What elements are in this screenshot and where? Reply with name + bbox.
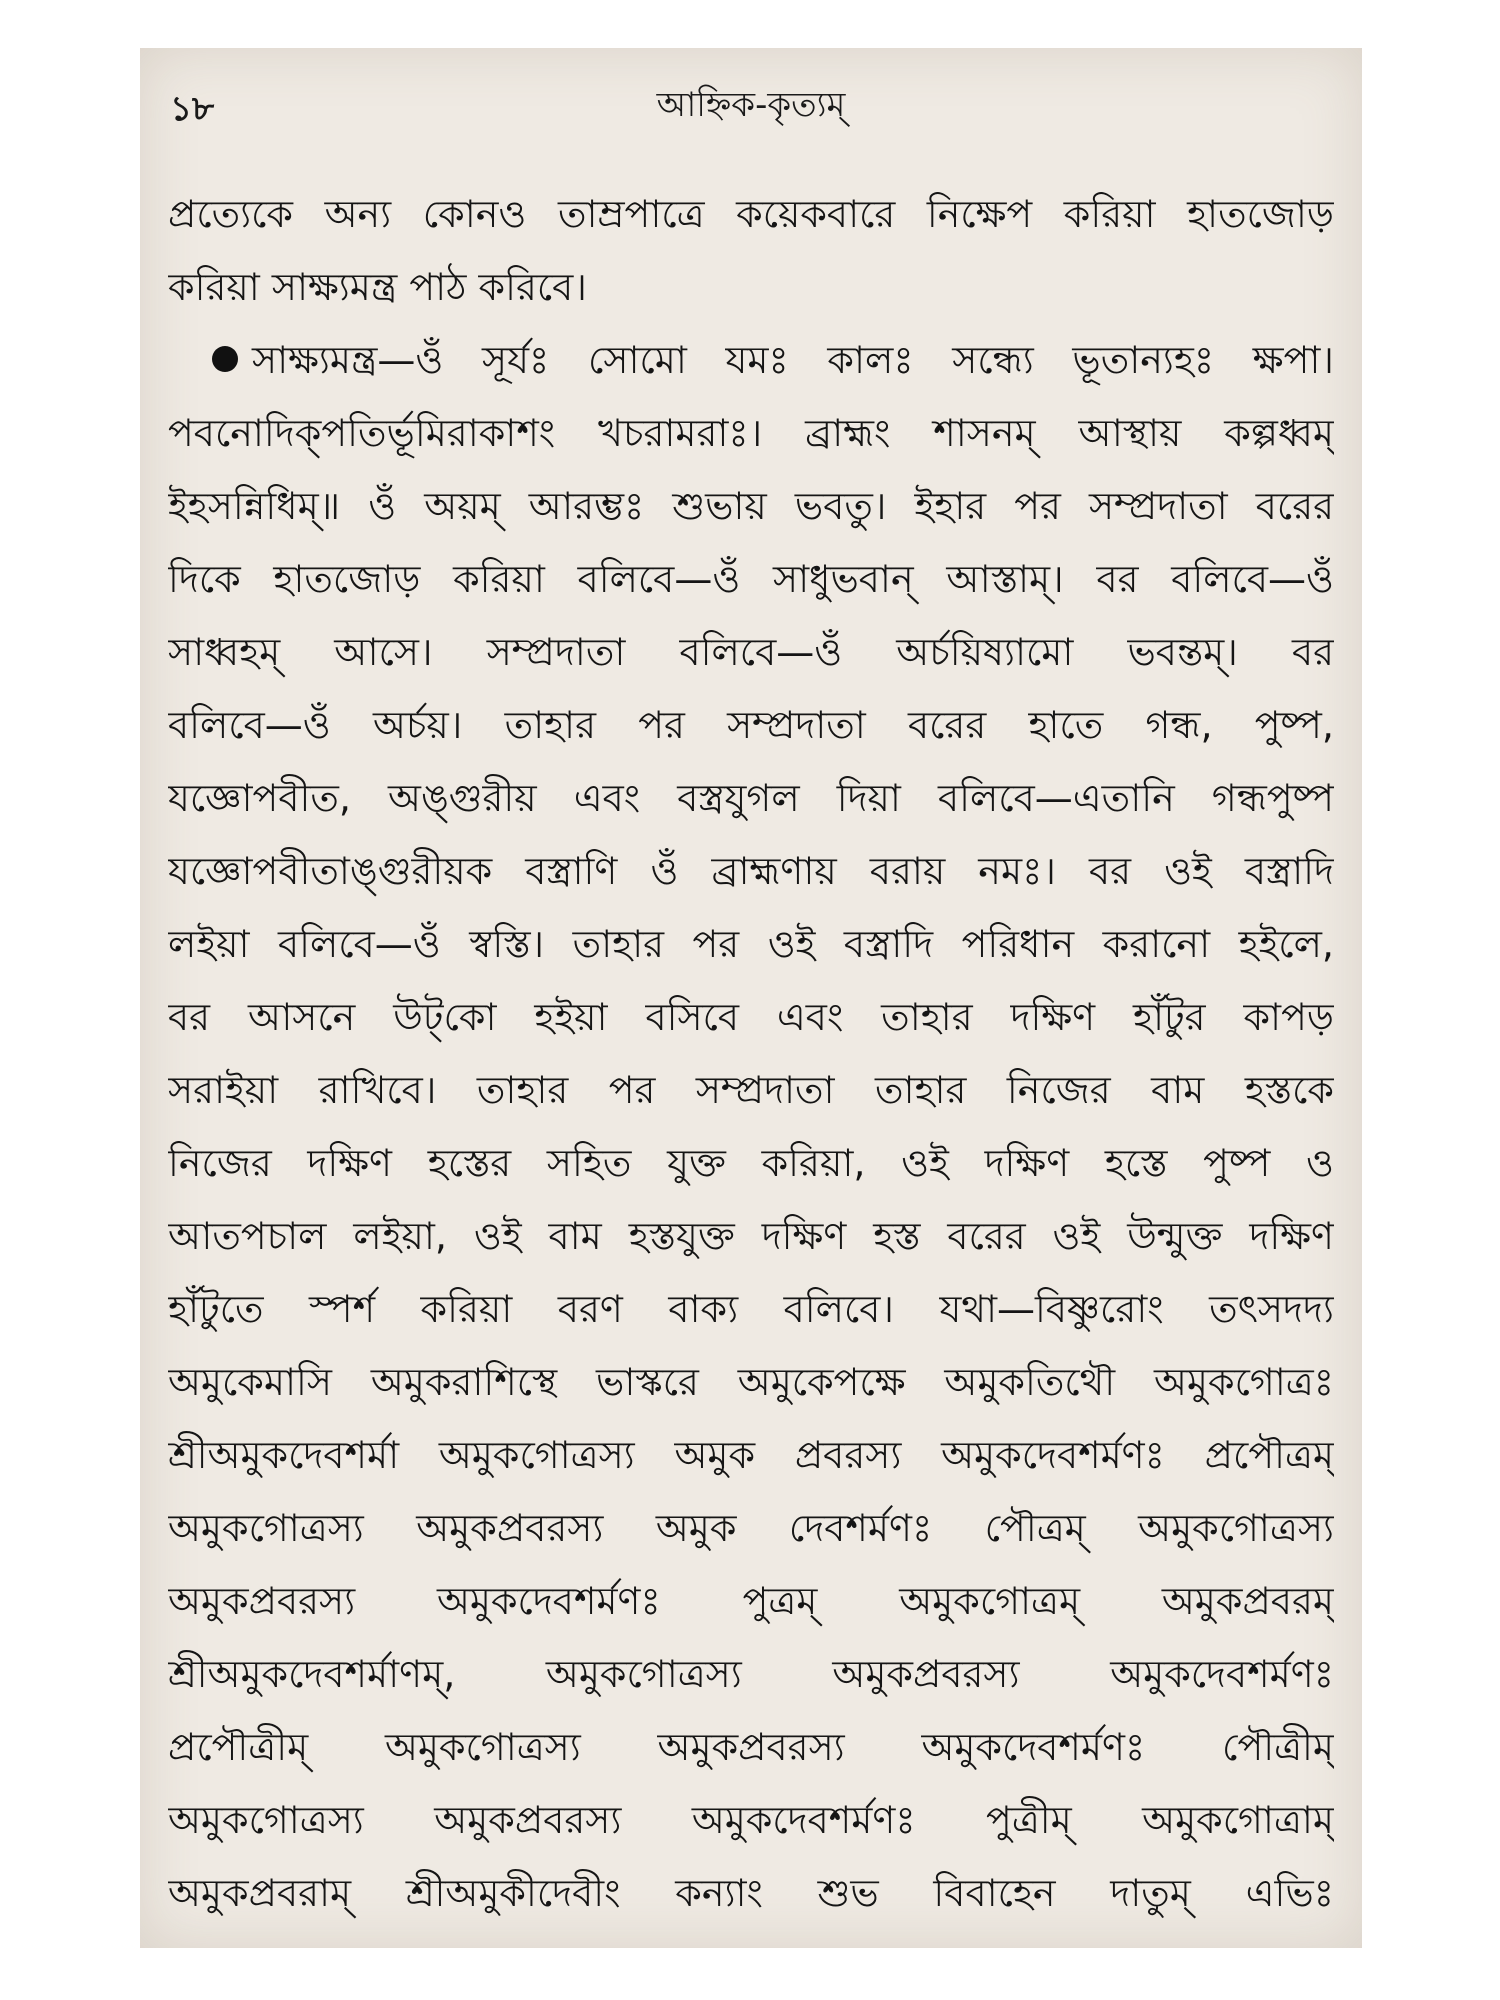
text-line: শ্রীঅমুকদেবশর্মা অমুকগোত্রস্য অমুক প্রবরস্য অমুকদেবশর্মণঃ প্রপৌত্রম্ — [168, 1433, 1334, 1477]
text-line: নিজের দক্ষিণ হস্তের সহিত যুক্ত করিয়া, ওই দক্ষিণ হস্তে পুষ্প ও — [168, 1141, 1334, 1185]
text-line: অমুকগোত্রস্য অমুকপ্রবরস্য অমুক দেবশর্মণঃ পৌত্রম্ অমুকগোত্রস্য — [168, 1506, 1334, 1550]
text-line: হাঁটুতে স্পর্শ করিয়া বরণ বাক্য বলিবে। যথা—বিষ্ণুরোং তৎসদদ্য — [168, 1287, 1334, 1331]
text-line: সরাইয়া রাখিবে। তাহার পর সম্প্রদাতা তাহার নিজের বাম হস্তকে — [168, 1068, 1334, 1112]
text-line: বলিবে—ওঁ অর্চয়। তাহার পর সম্প্রদাতা বরের হাতে গন্ধ, পুষ্প, — [168, 703, 1334, 747]
running-header: আহ্নিক-কৃত্যম্ — [656, 85, 846, 125]
text-line: অমুকপ্রবরস্য অমুকদেবশর্মণঃ পুত্রম্ অমুকগোত্রম্ অমুকপ্রবরম্ — [168, 1579, 1334, 1623]
page-number: ১৮ — [170, 89, 215, 129]
text-line: শ্রীঅমুকদেবশর্মাণম্, অমুকগোত্রস্য অমুকপ্রবরস্য অমুকদেবশর্মণঃ — [168, 1652, 1334, 1696]
text-line: প্রত্যেকে অন্য কোনও তাম্রপাত্রে কয়েকবারে নিক্ষেপ করিয়া হাতজোড় — [168, 192, 1334, 236]
text-line: দিকে হাতজোড় করিয়া বলিবে—ওঁ সাধুভবান্ আস্তাম্। বর বলিবে—ওঁ — [168, 557, 1334, 601]
text-line: অমুকপ্রবরাম্ শ্রীঅমুকীদেবীং কন্যাং শুভ বিবাহেন দাতুম্ এভিঃ — [168, 1871, 1334, 1915]
text-line: যজ্ঞোপবীতাঙ্গুরীয়ক বস্ত্রাণি ওঁ ব্রাহ্মণায় বরায় নমঃ। বর ওই বস্ত্রাদি — [168, 849, 1334, 893]
text-line: পবনোদিক্‌পতির্ভূমিরাকাশং খচরামরাঃ। ব্রাহ্মং শাসনম্ আস্থায় কল্পধ্বম্ — [168, 411, 1334, 455]
text-line: অমুকেমাসি অমুকরাশিস্থে ভাস্করে অমুকেপক্ষে অমুকতিথৌ অমুকগোত্রঃ — [168, 1360, 1334, 1404]
text-line: ইহসন্নিধিম্॥ ওঁ অয়ম্ আরম্ভঃ শুভায় ভবতু। ইহার পর সম্প্রদাতা বরের — [168, 484, 1334, 528]
text-line: অমুকগোত্রস্য অমুকপ্রবরস্য অমুকদেবশর্মণঃ পুত্রীম্ অমুকগোত্রাম্ — [168, 1798, 1334, 1842]
text-line: প্রপৌত্রীম্ অমুকগোত্রস্য অমুকপ্রবরস্য অমুকদেবশর্মণঃ পৌত্রীম্ — [168, 1725, 1334, 1769]
text-line: করিয়া সাক্ষ্যমন্ত্র পাঠ করিবে। — [168, 265, 587, 309]
bullet-icon — [212, 346, 238, 372]
body-text — [168, 178, 1334, 1930]
mantra-heading-line: সাক্ষ্যমন্ত্র—ওঁ সূর্যঃ সোমো যমঃ কালঃ সন্ধ্যে ভূতান্যহঃ ক্ষপা। — [252, 338, 1334, 382]
text-line: বর আসনে উট্‌কো হইয়া বসিবে এবং তাহার দক্ষিণ হাঁটুর কাপড় — [168, 995, 1334, 1039]
text-line: সাধ্বহম্ আসে। সম্প্রদাতা বলিবে—ওঁ অর্চয়িষ্যামো ভবন্তম্। বর — [168, 630, 1334, 674]
text-line-bulleted — [168, 324, 1334, 397]
text-line: লইয়া বলিবে—ওঁ স্বস্তি। তাহার পর ওই বস্ত্রাদি পরিধান করানো হইলে, — [168, 922, 1334, 966]
text-line: যজ্ঞোপবীত, অঙ্গুরীয় এবং বস্ত্রযুগল দিয়া বলিবে—এতানি গন্ধপুষ্প — [168, 776, 1334, 820]
text-line: আতপচাল লইয়া, ওই বাম হস্তযুক্ত দক্ষিণ হস্ত বরের ওই উন্মুক্ত দক্ষিণ — [168, 1214, 1334, 1258]
scanned-page — [140, 48, 1362, 1948]
